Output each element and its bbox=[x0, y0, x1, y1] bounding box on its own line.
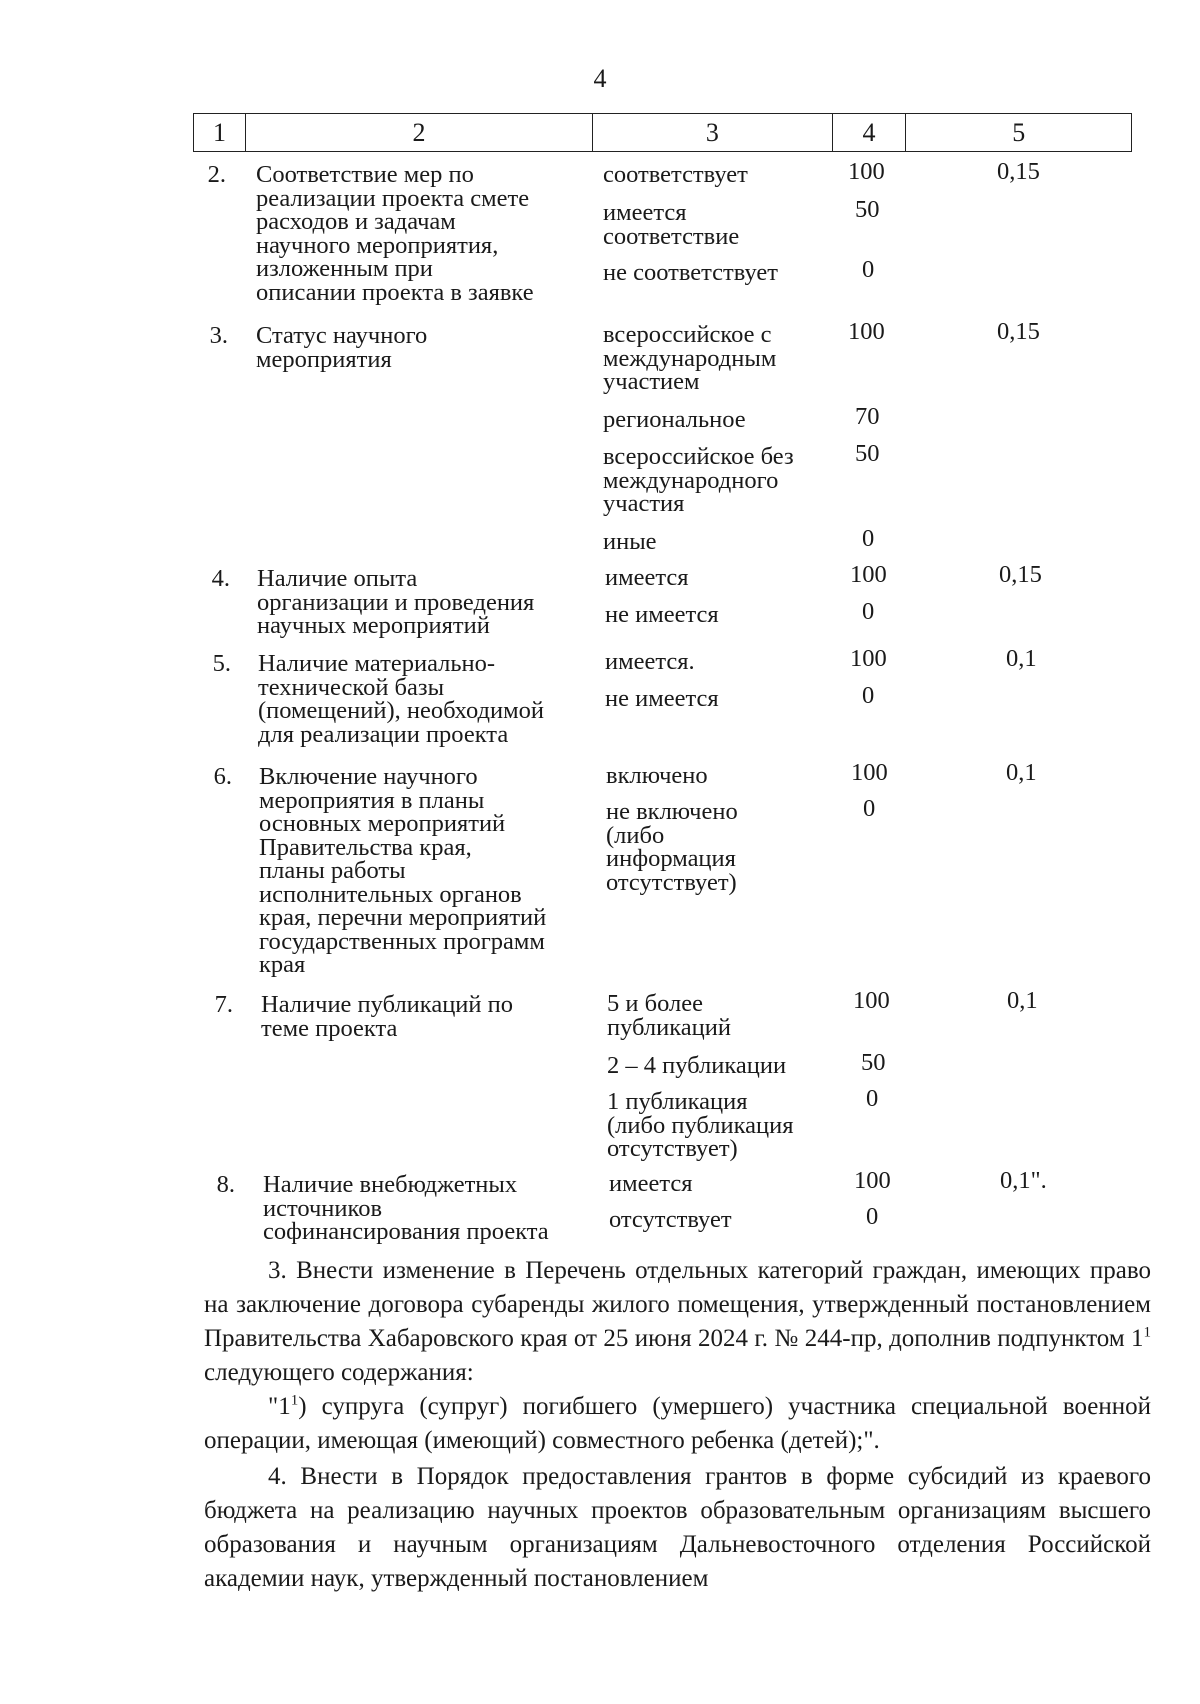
row-number: 7. bbox=[214, 991, 233, 1018]
row-score: 0 bbox=[863, 795, 876, 822]
quoted-subpoint bbox=[204, 1390, 1151, 1458]
quote-text: ) супруга (супруг) погибшего (умершего) участника специальной военной операции, имеющая (имеющий) совместного ребенка (детей);". bbox=[204, 1393, 1151, 1454]
row-option: 5 и более публикаций bbox=[607, 990, 731, 1041]
table-header-cell: 4 bbox=[833, 114, 907, 151]
row-weight: 0,1 bbox=[1006, 759, 1037, 786]
page-number: 4 bbox=[593, 64, 607, 93]
row-score: 50 bbox=[861, 1049, 886, 1076]
row-score: 50 bbox=[855, 440, 880, 467]
row-option: региональное bbox=[603, 406, 746, 433]
row-option: иные bbox=[603, 528, 657, 555]
row-criterion: Наличие внебюджетных источников софинансирования проекта bbox=[263, 1171, 549, 1245]
row-score: 100 bbox=[848, 318, 885, 345]
row-option: не имеется bbox=[605, 685, 719, 712]
row-weight: 0,1 bbox=[1006, 645, 1037, 672]
row-criterion: Наличие опыта организации и проведения научных мероприятий bbox=[257, 565, 535, 639]
table-header-row bbox=[193, 113, 1132, 152]
row-score: 100 bbox=[848, 158, 885, 185]
row-option: включено bbox=[606, 762, 708, 789]
row-score: 50 bbox=[855, 196, 880, 223]
row-number: 2. bbox=[207, 161, 226, 188]
row-score: 0 bbox=[866, 1085, 879, 1112]
row-option: не имеется bbox=[605, 601, 719, 628]
row-score: 70 bbox=[855, 403, 880, 430]
quote-open: "1 bbox=[268, 1393, 291, 1420]
row-number: 4. bbox=[211, 565, 230, 592]
superscript: 1 bbox=[1143, 1324, 1151, 1341]
paragraph-4 bbox=[204, 1460, 1151, 1596]
paragraph-4-text: 4. Внести в Порядок предоставления грантов в форме субсидий из краевого бюджета на реализацию научных проектов образовательным организациям высшего образования и научным организациям Дальневосточного отделения Российской академии наук, утвержденный постановлением bbox=[204, 1463, 1151, 1592]
row-score: 100 bbox=[850, 561, 887, 588]
row-option: всероссийское с международным участием bbox=[603, 321, 777, 395]
paragraph-3 bbox=[204, 1254, 1151, 1390]
row-option: отсутствует bbox=[609, 1206, 732, 1233]
row-weight: 0,15 bbox=[997, 158, 1040, 185]
table-header-cell: 2 bbox=[246, 114, 593, 151]
row-score: 100 bbox=[853, 987, 890, 1014]
row-option: не соответствует bbox=[603, 259, 778, 286]
row-criterion: Наличие материально- технической базы (помещений), необходимой для реализации проекта bbox=[258, 650, 544, 748]
row-criterion: Включение научного мероприятия в планы основных мероприятий Правительства края, планы работы исполнительных органов края, перечни мероприятий государственных программ края bbox=[259, 763, 547, 978]
row-criterion: Наличие публикаций по теме проекта bbox=[261, 991, 514, 1042]
row-option: не включено (либо информация отсутствует) bbox=[606, 798, 738, 896]
row-score: 0 bbox=[862, 682, 875, 709]
superscript: 1 bbox=[290, 1392, 299, 1409]
table-header-cell: 1 bbox=[194, 114, 246, 151]
row-option: всероссийское без международного участия bbox=[603, 443, 794, 517]
table-header-cell: 3 bbox=[593, 114, 832, 151]
row-option: 1 публикация (либо публикация отсутствует) bbox=[607, 1088, 794, 1162]
row-number: 5. bbox=[212, 650, 231, 677]
row-score: 0 bbox=[862, 256, 875, 283]
row-criterion: Статус научного мероприятия bbox=[256, 322, 428, 373]
row-score: 0 bbox=[862, 525, 875, 552]
row-score: 100 bbox=[854, 1167, 891, 1194]
row-option: соответствует bbox=[603, 161, 748, 188]
row-option: имеется bbox=[605, 564, 689, 591]
row-score: 0 bbox=[862, 598, 875, 625]
row-weight: 0,1". bbox=[1000, 1167, 1047, 1194]
row-option: имеется bbox=[609, 1170, 693, 1197]
row-score: 0 bbox=[866, 1203, 879, 1230]
row-option: 2 – 4 публикации bbox=[607, 1052, 787, 1079]
row-option: имеется. bbox=[605, 648, 695, 675]
row-score: 100 bbox=[850, 645, 887, 672]
row-score: 100 bbox=[851, 759, 888, 786]
row-weight: 0,15 bbox=[997, 318, 1040, 345]
row-weight: 0,15 bbox=[999, 561, 1042, 588]
row-option: имеется соответствие bbox=[603, 199, 740, 250]
row-number: 6. bbox=[213, 763, 232, 790]
row-number: 8. bbox=[216, 1171, 235, 1198]
paragraph-3-tail: следующего содержания: bbox=[204, 1359, 474, 1386]
row-criterion: Соответствие мер по реализации проекта смете расходов и задачам научного мероприятия, изложенным при описании проекта в заявке bbox=[256, 161, 534, 306]
paragraph-3-text: 3. Внести изменение в Перечень отдельных категорий граждан, имеющих право на заключение договора субаренды жилого помещения, утвержденный постановлением Правительства Хабаровского края от 25 июня 2024 г. № 244-пр, дополнив подпунктом 1 bbox=[204, 1257, 1151, 1352]
table-header-cell: 5 bbox=[1012, 117, 1026, 147]
row-number: 3. bbox=[209, 322, 228, 349]
row-weight: 0,1 bbox=[1007, 987, 1038, 1014]
